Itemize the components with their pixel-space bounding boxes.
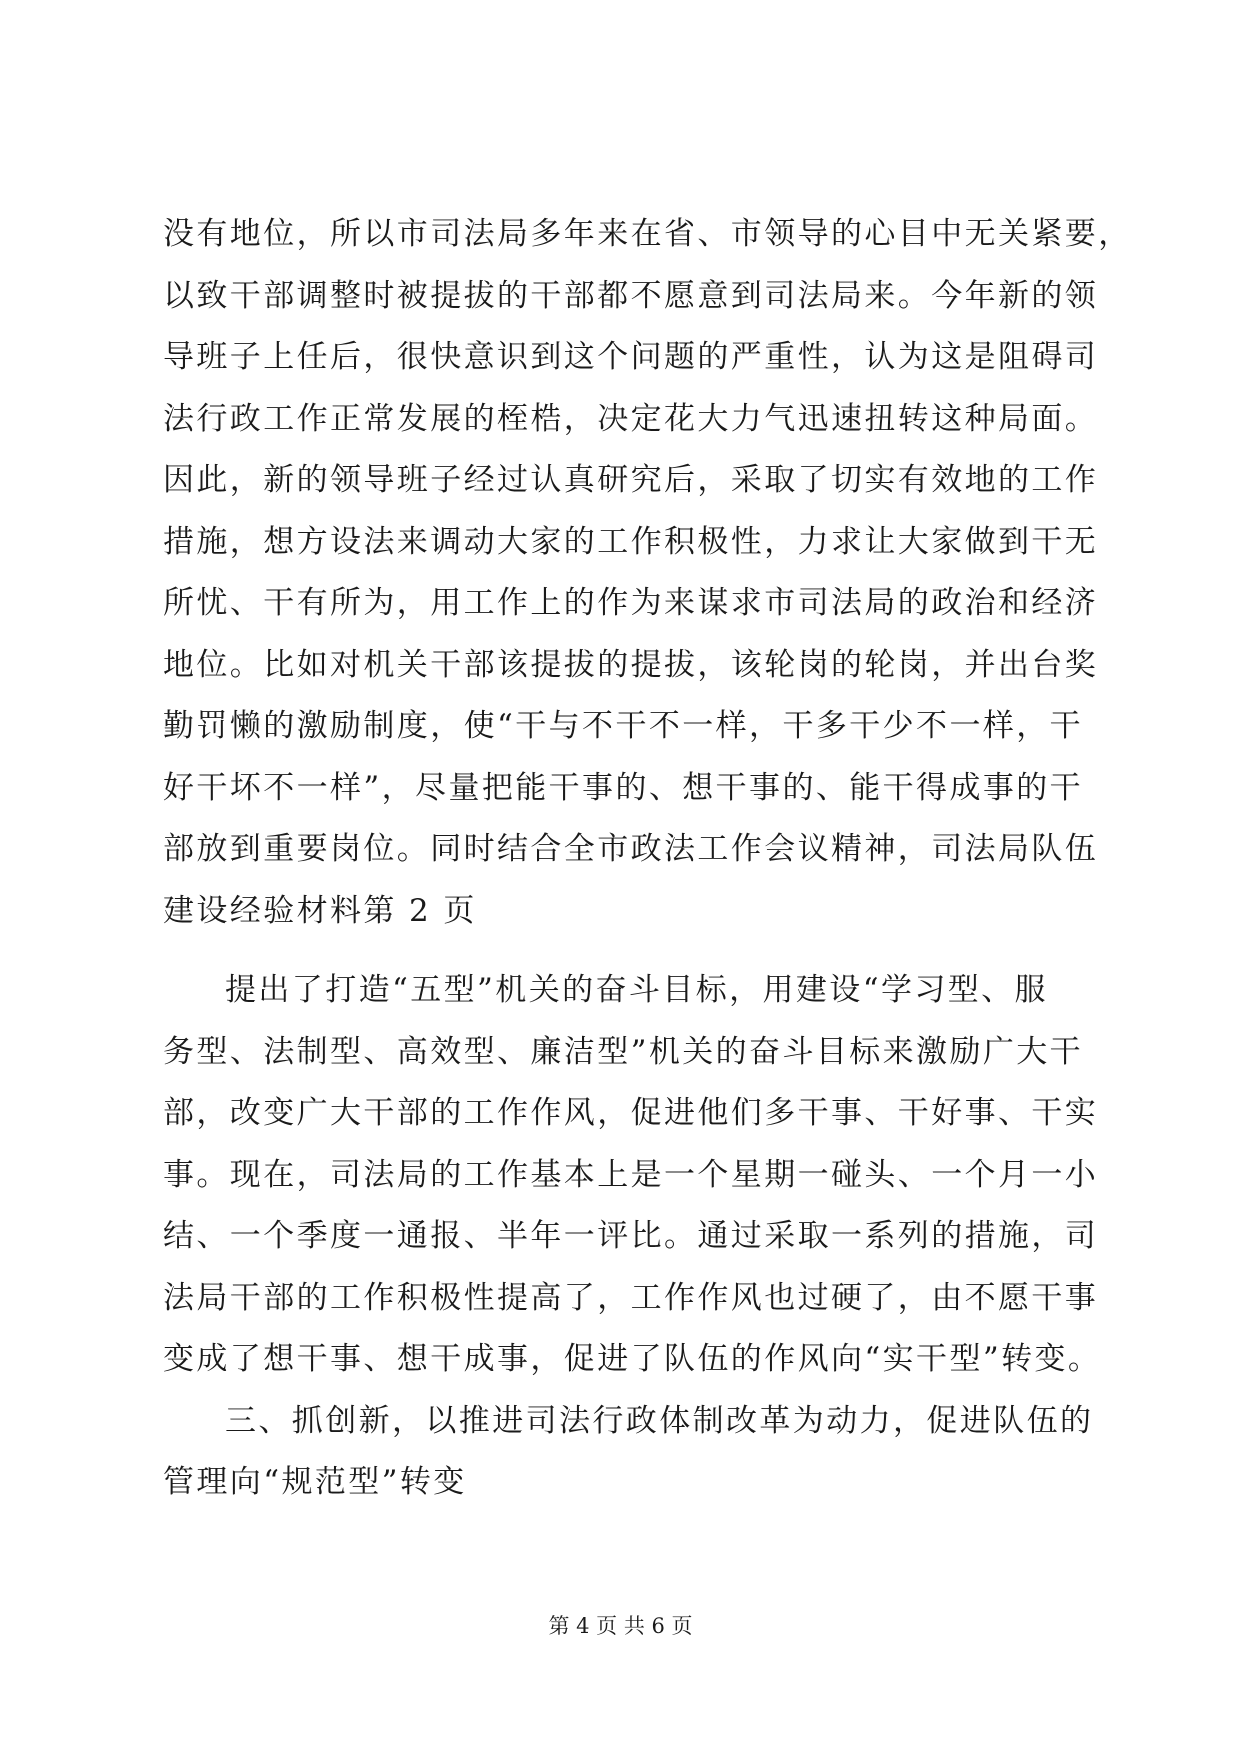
document-body bbox=[163, 204, 1132, 1514]
text-line: 法局干部的工作积极性提高了，工作作风也过硬了，由不愿干事 bbox=[163, 1279, 1099, 1316]
text-line: 没有地位，所以市司法局多年来在省、市领导的心目中无关紧要， bbox=[163, 216, 1132, 252]
text-line: 勤罚懒的激励制度，使“干与不干不一样，干多干少不一样，干 bbox=[163, 708, 1084, 744]
text-line: 法行政工作正常发展的桎梏，决定花大力气迅速扭转这种局面。 bbox=[163, 400, 1099, 437]
text-line: 好干坏不一样”，尽量把能干事的、想干事的、能干得成事的干 bbox=[163, 769, 1084, 806]
text-line: 措施，想方设法来调动大家的工作积极性，力求让大家做到干无 bbox=[163, 523, 1099, 560]
text-line: 变成了想干事、想干成事，促进了队伍的作风向“实干型”转变。 bbox=[163, 1341, 1102, 1377]
text-line: 建设经验材料第 2 页 bbox=[163, 892, 477, 929]
text-line: 事。现在，司法局的工作基本上是一个星期一碰头、一个月一小 bbox=[163, 1156, 1099, 1193]
section-heading-line: 三、抓创新，以推进司法行政体制改革为动力，促进队伍的 bbox=[225, 1402, 1094, 1439]
text-line: 结、一个季度一通报、半年一评比。通过采取一系列的措施，司 bbox=[163, 1218, 1099, 1254]
text-line: 地位。比如对机关干部该提拔的提拔，该轮岗的轮岗，并出台奖 bbox=[163, 646, 1099, 683]
text-line: 务型、法制型、高效型、廉洁型”机关的奋斗目标来激励广大干 bbox=[163, 1033, 1084, 1070]
section-heading-line: 管理向“规范型”转变 bbox=[163, 1464, 467, 1500]
paragraph-start-line: 提出了打造“五型”机关的奋斗目标，用建设“学习型、服 bbox=[225, 972, 1048, 1008]
text-line: 导班子上任后，很快意识到这个问题的严重性，认为这是阻碍司 bbox=[163, 339, 1099, 375]
text-line: 部放到重要岗位。同时结合全市政法工作会议精神，司法局队伍 bbox=[163, 831, 1099, 867]
text-line: 所忧、干有所为，用工作上的作为来谋求市司法局的政治和经济 bbox=[163, 585, 1099, 621]
paragraph-gap bbox=[163, 942, 1085, 960]
text-line: 部，改变广大干部的工作作风，促进他们多干事、干好事、干实 bbox=[163, 1095, 1099, 1131]
page-footer: 第 4 页 共 6 页 bbox=[548, 1614, 693, 1638]
text-line: 因此，新的领导班子经过认真研究后，采取了切实有效地的工作 bbox=[163, 462, 1099, 498]
text-line: 以致干部调整时被提拔的干部都不愿意到司法局来。今年新的领 bbox=[163, 277, 1099, 314]
